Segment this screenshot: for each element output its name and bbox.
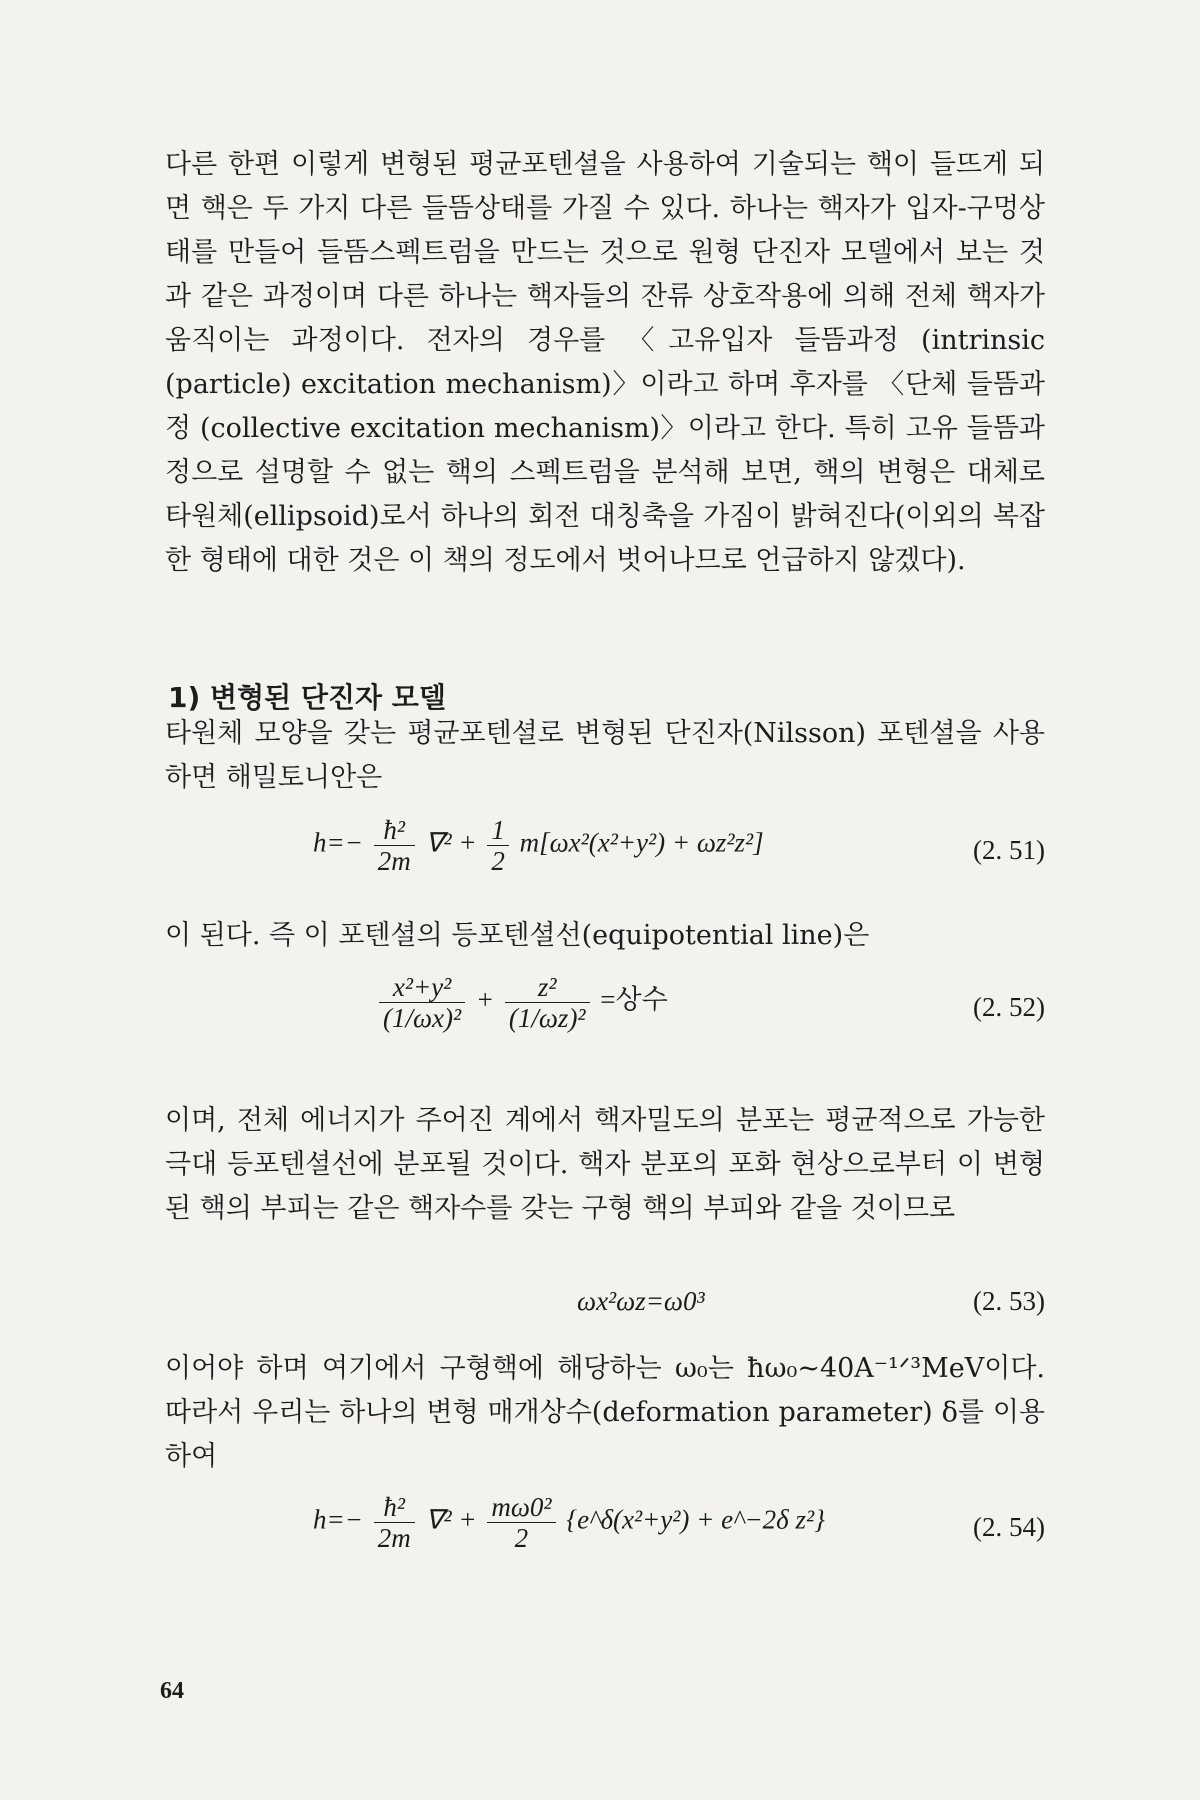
eq1-frac2: $\frac{1}{2}$ [487, 815, 509, 876]
paragraph-4 [165, 1099, 1045, 1231]
equation-2-52-body [375, 972, 668, 1033]
eq2-frac2: $\frac{\text{z²}}{\text{(1/ωz)²}}$ [505, 972, 590, 1033]
paragraph-1 [165, 143, 1045, 583]
eq1-rhs: m[ωx²(x²+y²) + ωz²z²] [519, 827, 764, 858]
paragraph-3 [165, 914, 1045, 958]
equation-number-2-52: (2. 52) [973, 992, 1045, 1022]
equation-2-54-body [313, 1492, 825, 1553]
eq2-frac1: $\frac{\text{x²+y²}}{\text{(1/ωx)²}}$ [379, 972, 465, 1033]
paragraph-2 [165, 712, 1045, 800]
equation-2-54 [165, 1492, 1045, 1562]
paragraph-2-text: 타원체 모양을 갖는 평균포텐셜로 변형된 단진자(Nilsson) 포텐셜을 사용하면 해밀토니안은 [165, 718, 1045, 793]
page-number: 64 [160, 1678, 184, 1704]
equation-number-2-54: (2. 54) [973, 1512, 1045, 1542]
eq1-lhs: h=− [313, 827, 363, 858]
eq4-lhs: h=− [313, 1504, 363, 1535]
eq2-plus: + [475, 984, 495, 1015]
equation-2-51 [165, 815, 1045, 885]
equation-2-53 [165, 1286, 1045, 1330]
equation-2-53-body: ωx²ωz=ω0³ [577, 1286, 705, 1316]
eq1-mid: ∇² + [425, 827, 484, 858]
eq1-frac1: $\frac{\text{ħ²}}{2m}$ [374, 815, 415, 876]
paragraph-4-text: 이며, 전체 에너지가 주어진 계에서 핵자밀도의 분포는 평균적으로 가능한 극대 등포텐셜선에 분포될 것이다. 핵자 분포의 포화 현상으로부터 이 변형된 핵의 부피는 같은 핵자수를 갖는 구형 핵의 부피와 같을 것이므로 [165, 1105, 1045, 1224]
eq4-frac2: $\frac{\text{mω0²}}{2}$ [487, 1492, 555, 1553]
paragraph-3-text: 이 된다. 즉 이 포텐셜의 등포텐셜선(equipotential line)은 [165, 920, 870, 951]
eq4-mid: ∇² + [425, 1504, 484, 1535]
section-title: 1) 변형된 단진자 모델 [168, 681, 446, 714]
equation-number-2-51: (2. 51) [973, 835, 1045, 865]
eq4-frac1: $\frac{\text{ħ²}}{2m}$ [374, 1492, 415, 1553]
eq2-rhs: =상수 [600, 984, 668, 1015]
paragraph-5-text: 이어야 하며 여기에서 구형핵에 해당하는 ω₀는 ħω₀~40A⁻¹ᐟ³MeV이다. 따라서 우리는 하나의 변형 매개상수(deformation parameter) δ를 이용하여 [165, 1353, 1045, 1472]
eq4-rhs: {e^δ(x²+y²) + e^−2δ z²} [566, 1504, 825, 1535]
paragraph-5 [165, 1347, 1045, 1479]
equation-number-2-53: (2. 53) [973, 1286, 1045, 1316]
paragraph-1-text: 다른 한편 이렇게 변형된 평균포텐셜을 사용하여 기술되는 핵이 들뜨게 되면 핵은 두 가지 다른 들뜸상태를 가질 수 있다. 하나는 핵자가 입자-구멍상태를 만들어 들뜸스펙트럼을 만드는 것으로 원형 단진자 모델에서 보는 것과 같은 과정이며 다른 하나는 핵자들의 잔류 상호작용에 의해 전체 핵자가 움직이는 과정이다. 전자의 경우를 〈고유입자 들뜸과정 (intrinsic (particle) excitation mechanism)〉이라고 하며 후자를 〈단체 들뜸과정 (collective excitation mechanism)〉이라고 한다. 특히 고유 들뜸과정으로 설명할 수 없는 핵의 스펙트럼을 분석해 보면, 핵의 변형은 대체로 타원체(ellipsoid)로서 하나의 회전 대칭축을 가짐이 밝혀진다(이외의 복잡한 형태에 대한 것은 이 책의 정도에서 벗어나므로 언급하지 않겠다). [165, 149, 1045, 576]
equation-2-52 [165, 972, 1045, 1062]
equation-2-51-body [313, 815, 764, 876]
